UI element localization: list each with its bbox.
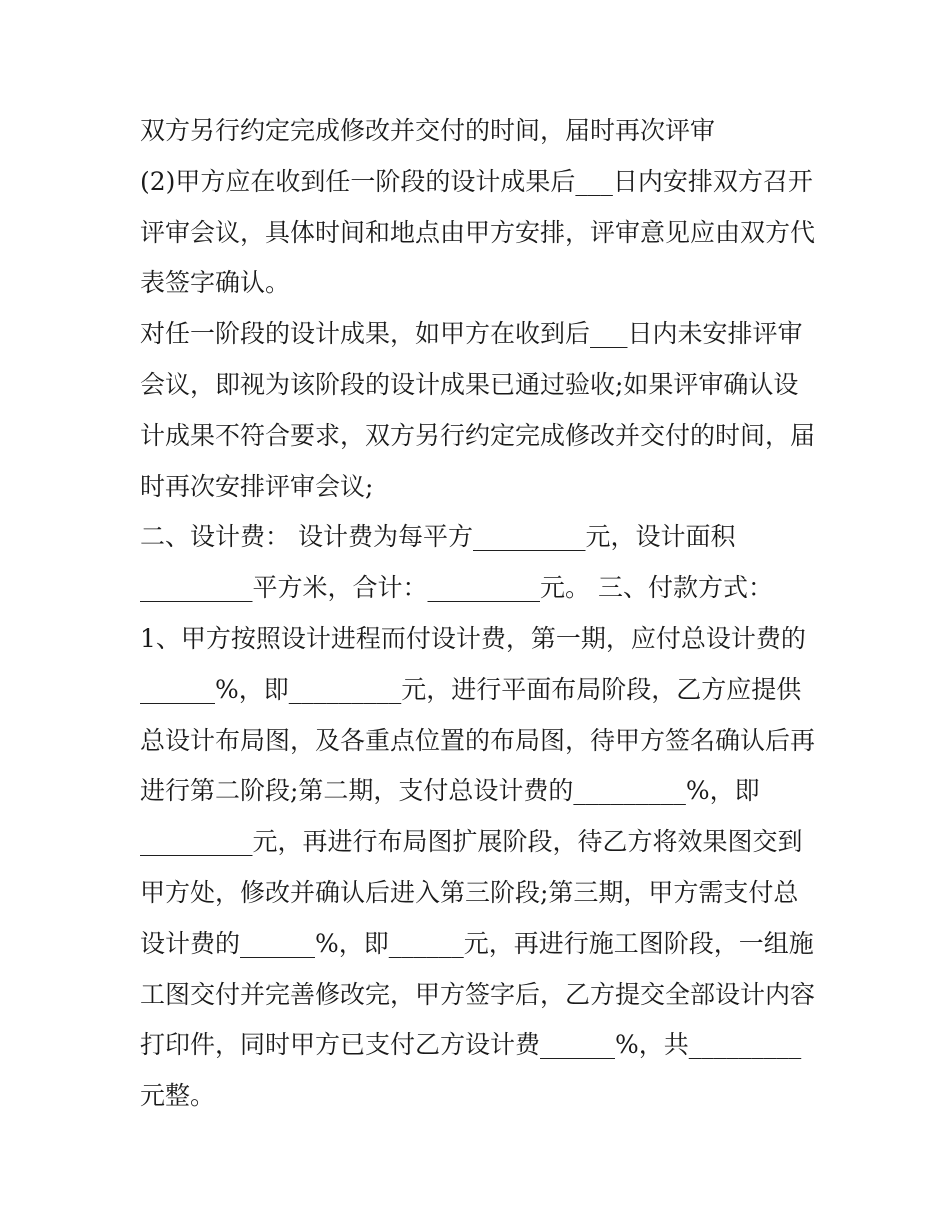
document-body [140,106,820,1122]
text-line: 时再次安排评审会议; [140,471,374,501]
text-line: (2)甲方应在收到任一阶段的设计成果后___日内安排双方召开 [140,166,813,196]
text-line: 元整。 [140,1081,216,1111]
text-line: 甲方处，修改并确认后进入第三阶段;第三期，甲方需支付总 [140,877,799,907]
text-line: _________平方米，合计：_________元。 三、付款方式： [140,573,773,603]
text-line: 打印件，同时甲方已支付乙方设计费______%，共_________ [140,1030,802,1060]
text-line: _________元，再进行布局图扩展阶段，待乙方将效果图交到 [140,827,803,857]
text-line: 进行第二阶段;第二期，支付总设计费的_________%，即 [140,776,760,806]
text-line: 双方另行约定完成修改并交付的时间，届时再次评审 [140,116,716,145]
text-line: 评审会议，具体时间和地点由甲方安排，评审意见应由双方代 [140,217,816,247]
text-line: 总设计布局图，及各重点位置的布局图，待甲方签名确认后再 [140,725,816,755]
text-line: 二、设计费： 设计费为每平方_________元，设计面积 [140,522,736,552]
text-line: 工图交付并完善修改完，甲方签字后，乙方提交全部设计内容 [140,979,816,1009]
text-line: 设计费的______%，即______元，再进行施工图阶段，一组施 [140,928,814,958]
text-line: ______%，即_________元，进行平面布局阶段，乙方应提供 [140,674,802,704]
text-line: 计成果不符合要求，双方另行约定完成修改并交付的时间，届 [140,420,816,450]
text-line: 会议，即视为该阶段的设计成果已通过验收;如果评审确认设 [140,369,799,399]
text-line: 1、甲方按照设计进程而付设计费，第一期，应付总设计费的 [140,623,806,653]
text-line: 对任一阶段的设计成果，如甲方在收到后___日内未安排评审 [140,319,803,349]
text-line: 表签字确认。 [140,268,291,298]
